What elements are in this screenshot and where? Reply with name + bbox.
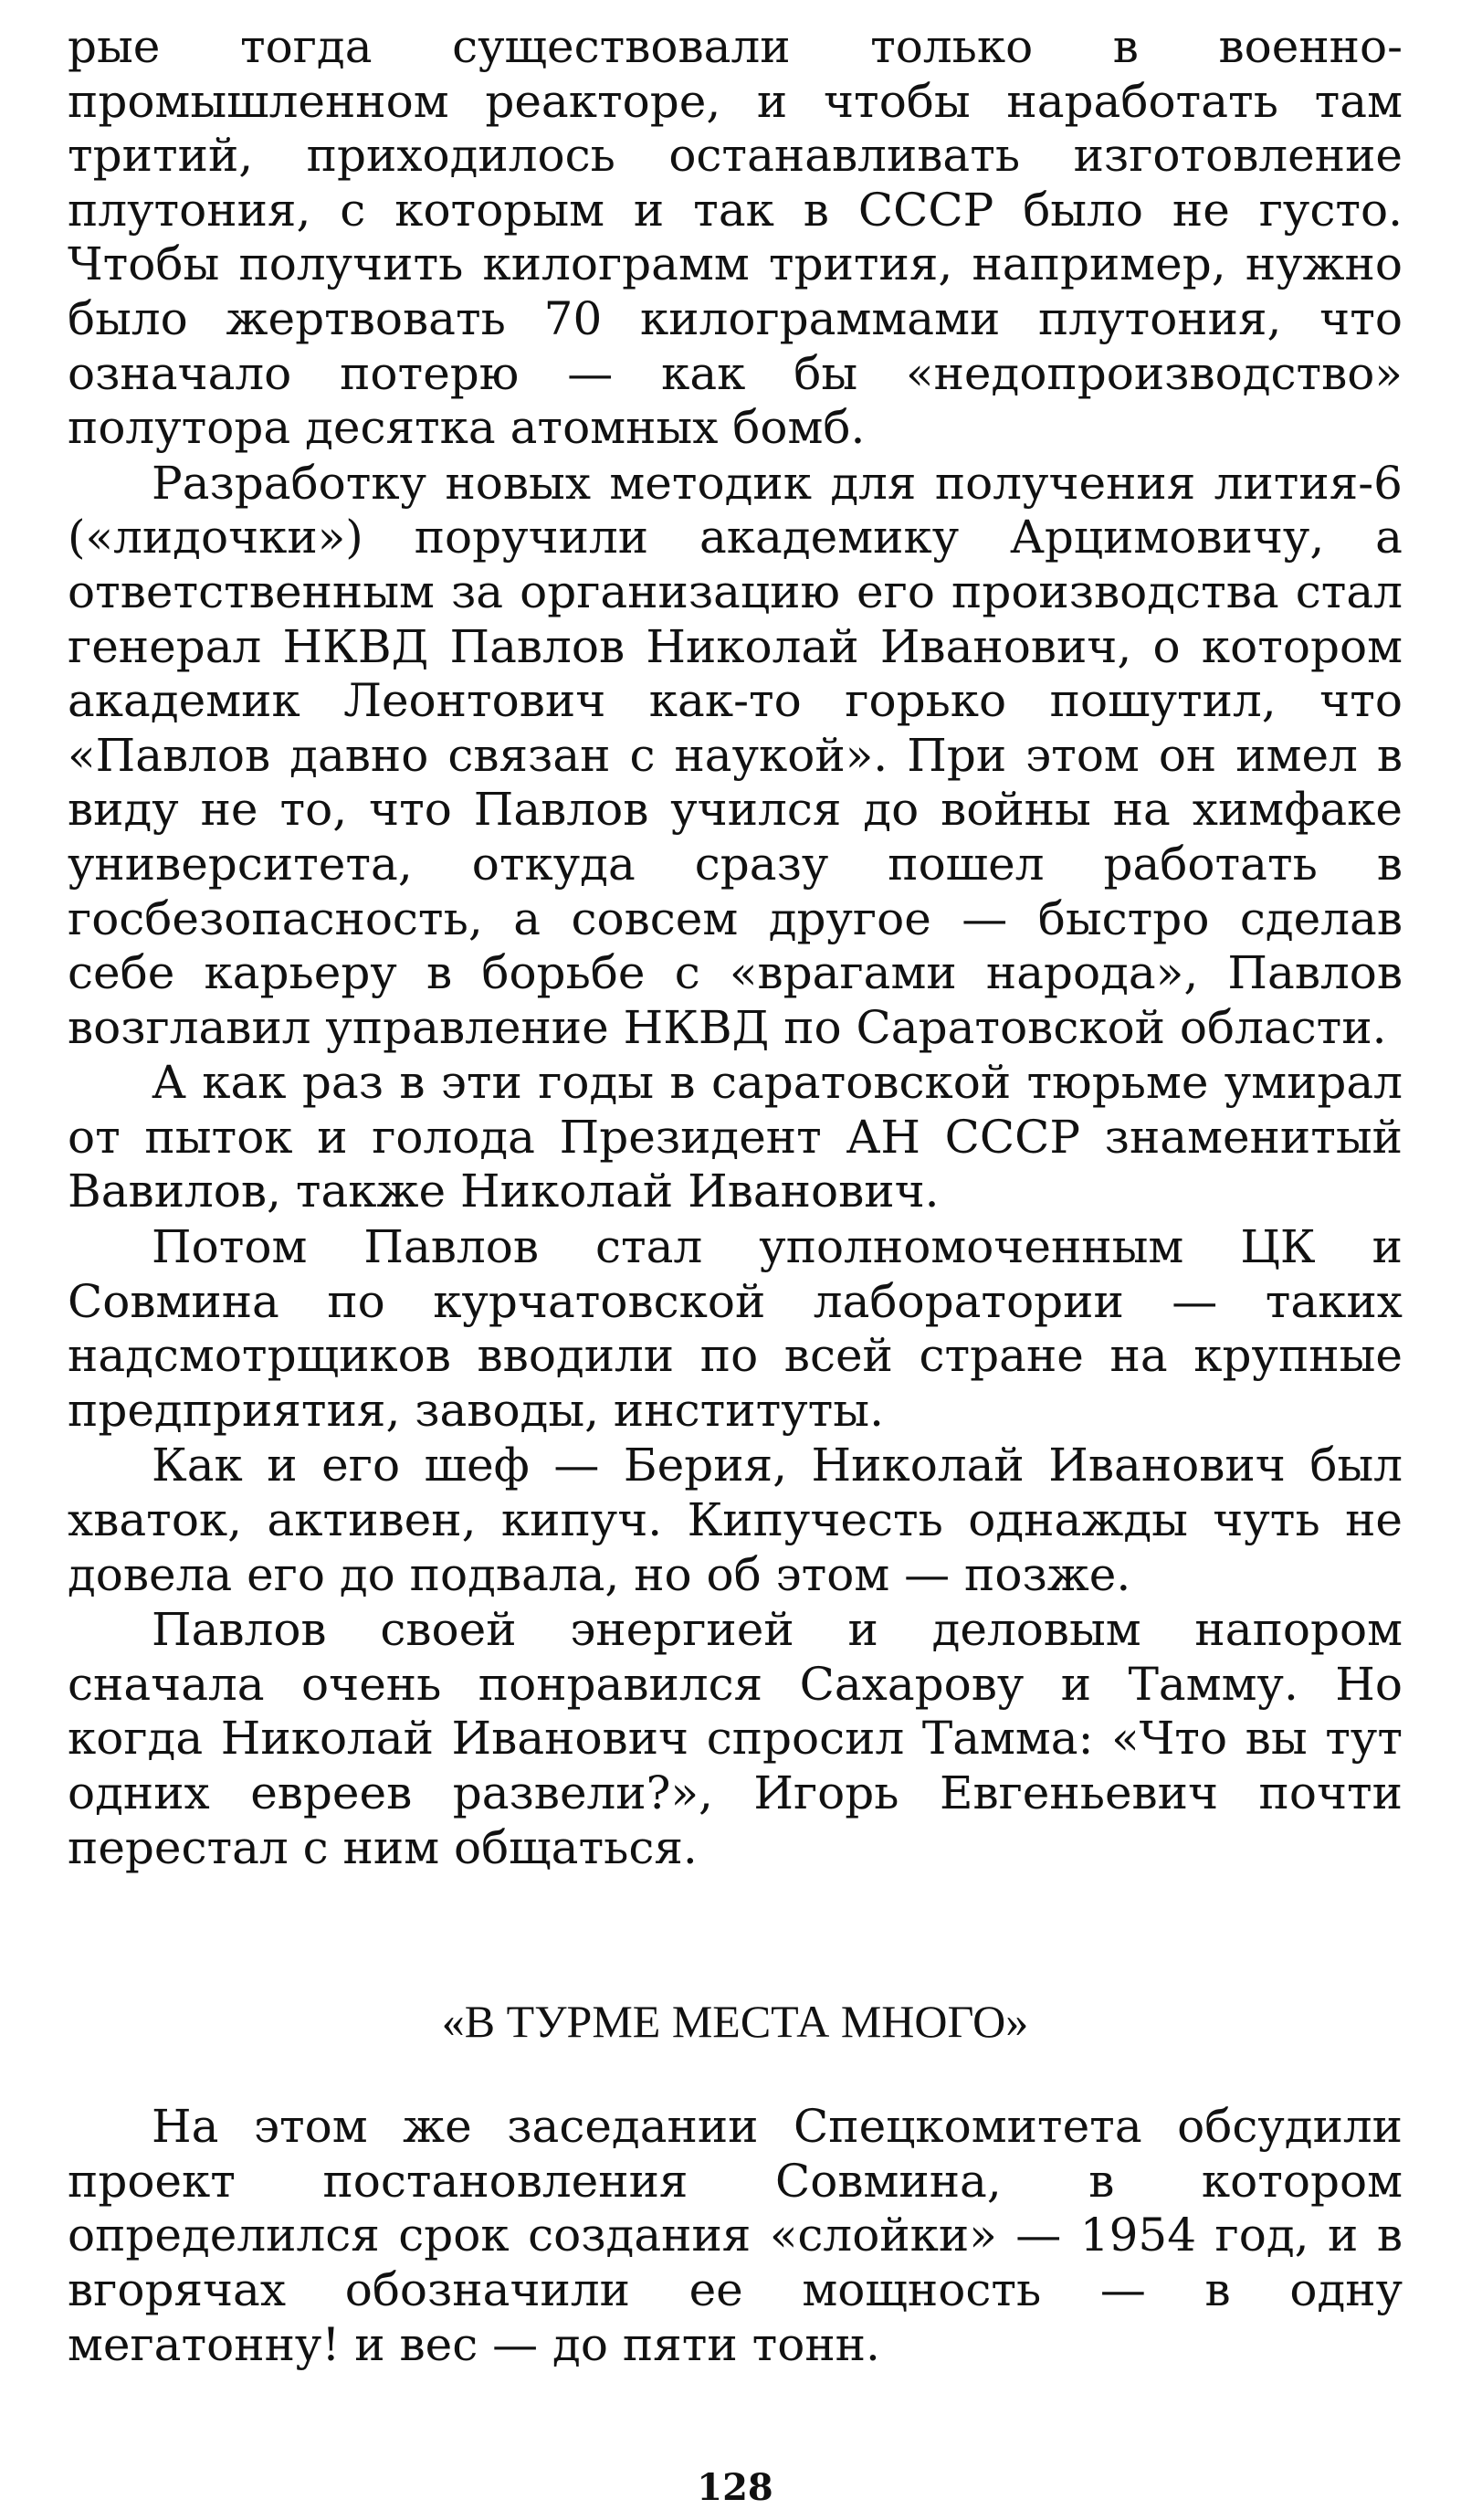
page-number: 128 bbox=[697, 2466, 773, 2509]
paragraph: Павлов своей энергией и деловым напором сначала очень понравился Сахарову и Тамму. Но когда Николай Иванович спросил Тамма: «Что вы тут одних евреев развели?», Игорь Евгеньевич почти перестал с ним общаться. bbox=[68, 1603, 1403, 1874]
body-text bbox=[68, 20, 1403, 1875]
paragraph-continuation: рые тогда существовали только в военно-промышленном реакторе, и чтобы наработать там тритий, приходилось останавливать изготовление плутония, с которым и так в СССР было не густо. Чтобы получить килограмм трития, например, нужно было жертвовать 70 килограммами плутония, что означало потерю — как бы «недопроизводство» полутора десятка атомных бомб. bbox=[68, 20, 1403, 455]
section-body-text bbox=[68, 2100, 1403, 2372]
book-page bbox=[68, 20, 1403, 2509]
paragraph: Как и его шеф — Берия, Николай Иванович был хваток, активен, кипуч. Кипучесть однажды чуть не довела его до подвала, но об этом — позже. bbox=[68, 1439, 1403, 1601]
paragraph: Потом Павлов стал уполномоченным ЦК и Совмина по курчатовской лаборатории — таких надсмотрщиков вводили по всей стране на крупные предприятия, заводы, институты. bbox=[68, 1220, 1403, 1437]
paragraph: На этом же заседании Спецкомитета обсудили проект постановления Совмина, в котором определился срок создания «слойки» — 1954 год, и в вгорячах обозначили ее мощность — в одну мегатонну! и вес — до пяти тонн. bbox=[68, 2100, 1403, 2371]
section-heading: «В ТУРМЕ МЕСТА МНОГО» bbox=[441, 1996, 1029, 2048]
paragraph: А как раз в эти годы в саратовской тюрьме умирал от пыток и голода Президент АН СССР знаменитый Вавилов, также Николай Иванович. bbox=[68, 1056, 1403, 1218]
paragraph: Разработку новых методик для получения лития-6 («лидочки») поручили академику Арцимовичу, а ответственным за организацию его производства стал генерал НКВД Павлов Николай Иванович, о котором академик Леонтович как-то горько пошутил, что «Павлов давно связан с наукой». При этом он имел в виду не то, что Павлов учился до войны на химфаке университета, откуда сразу пошел работать в госбезопасность, а совсем другое — быстро сделав себе карьеру в борьбе с «врагами народа», Павлов возглавил управление НКВД по Саратовской области. bbox=[68, 456, 1403, 1054]
